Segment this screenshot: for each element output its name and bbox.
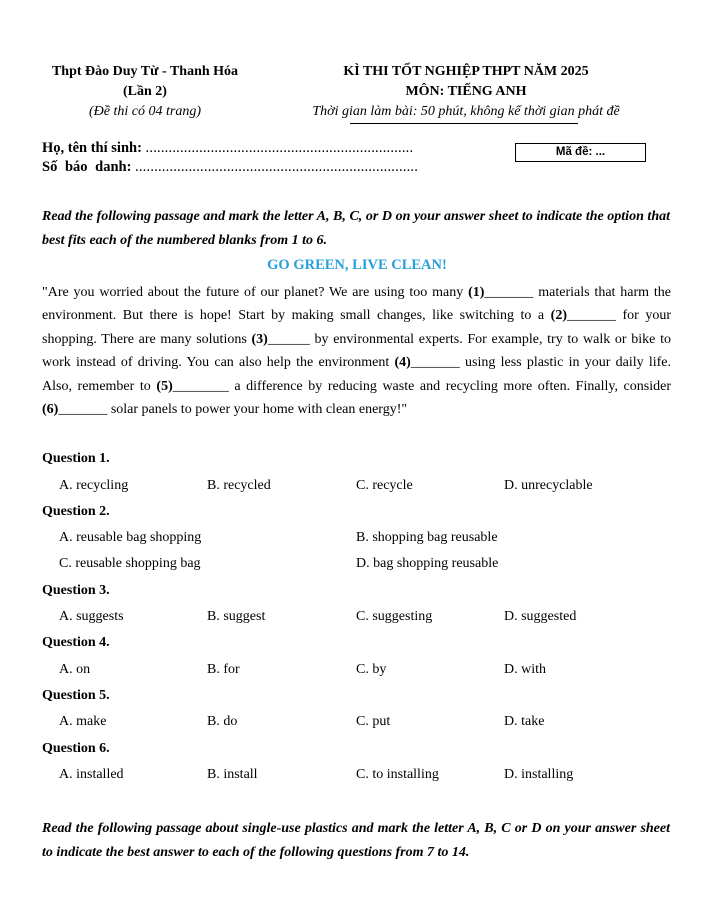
header-right [296, 62, 636, 122]
blank-number: (4) [394, 355, 411, 371]
question-3-option-d: D. suggested [504, 609, 577, 624]
student-id-field [42, 159, 418, 176]
question-4-option-b: B. for [207, 662, 240, 677]
passage-title: GO GREEN, LIVE CLEAN! [267, 257, 447, 273]
question-4-option-d: D. with [504, 662, 546, 677]
student-name-label: Họ, tên thí sinh: [42, 140, 142, 156]
blank-number: (6) [42, 402, 59, 418]
student-id-dots: .......................................................................... [135, 159, 419, 175]
question-4-option-c: C. by [356, 662, 387, 677]
header-left [20, 62, 270, 122]
page-count-note: (Đề thi có 04 trang) [89, 104, 201, 119]
exam-title: KÌ THI TỐT NGHIỆP THPT NĂM 2025 [343, 64, 589, 79]
blank-number: (1) [468, 285, 485, 300]
subject-name: MÔN: TIẾNG ANH [405, 84, 527, 99]
question-3-label: Question 3. [42, 583, 110, 598]
question-1-option-c: C. recycle [356, 478, 413, 493]
question-3-option-c: C. suggesting [356, 609, 433, 624]
question-3-option-a: A. suggests [59, 609, 124, 624]
cloze-passage [42, 281, 671, 421]
question-6-label: Question 6. [42, 741, 110, 756]
passage-text: _______ for your shopping. There are many solutions [42, 308, 671, 347]
blank-number: (2) [550, 308, 567, 324]
passage-text: _______ materials that harm the environment. But there is hope! Start by making small changes, like switching to a [42, 285, 671, 324]
passage-text: "Are you worried about the future of our planet? We are using too many [42, 285, 469, 300]
passage-text: _______ using less plastic in your daily life. Also, remember to [42, 355, 671, 394]
question-1-option-b: B. recycled [207, 478, 271, 493]
question-1-option-a: A. recycling [59, 478, 129, 493]
passage-text: _______ solar panels to power your home with clean energy!" [58, 402, 408, 418]
blank-number: (3) [251, 331, 268, 347]
blank-number: (5) [156, 378, 173, 394]
exam-round: (Lần 2) [123, 84, 167, 99]
question-5-option-d: D. take [504, 714, 545, 729]
question-3-option-b: B. suggest [207, 609, 266, 624]
student-name-field [42, 140, 413, 157]
section2-instruction: Read the following passage about single-use plastics and mark the letter A, B, C or D on your answer sheet to indicate the best answer to each of the following questions from 7 to 14. [42, 821, 670, 860]
student-id-label: Số báo danh: [42, 159, 132, 175]
question-2-label: Question 2. [42, 504, 110, 519]
student-name-dots: ...................................................................... [145, 140, 414, 156]
question-5-option-c: C. put [356, 714, 391, 729]
question-4-label: Question 4. [42, 635, 110, 650]
question-5-option-b: B. do [207, 714, 238, 729]
question-2-option-d: D. bag shopping reusable [356, 556, 499, 571]
header-divider [350, 123, 578, 124]
question-5-label: Question 5. [42, 688, 110, 703]
passage-text: ______ by environmental experts. For example, try to walk or bike to work instead of driving. You can also help the environment [42, 331, 671, 371]
passage-text: ________ a difference by reducing waste and recycling more often. Finally, consider [172, 378, 671, 394]
exam-code-box: Mã đề: ... [515, 143, 646, 162]
question-2-option-b: B. shopping bag reusable [356, 530, 498, 545]
question-4-option-a: A. on [59, 662, 91, 677]
school-name: Thpt Đào Duy Từ - Thanh Hóa [51, 64, 239, 79]
question-1-option-d: D. unrecyclable [504, 478, 593, 493]
time-limit: Thời gian làm bài: 50 phút, không kể thời gian phát đề [312, 104, 620, 119]
question-6-option-d: D. installing [504, 767, 574, 782]
question-2-option-c: C. reusable shopping bag [59, 556, 201, 571]
question-6-option-b: B. install [207, 767, 258, 782]
question-1-label: Question 1. [42, 451, 110, 466]
question-6-option-c: C. to installing [356, 767, 439, 782]
section1-instruction: Read the following passage and mark the letter A, B, C, or D on your answer sheet to indicate the option that best fits each of the numbered blanks from 1 to 6. [42, 209, 670, 248]
question-5-option-a: A. make [59, 714, 107, 729]
question-6-option-a: A. installed [59, 767, 124, 782]
question-2-option-a: A. reusable bag shopping [59, 530, 202, 545]
